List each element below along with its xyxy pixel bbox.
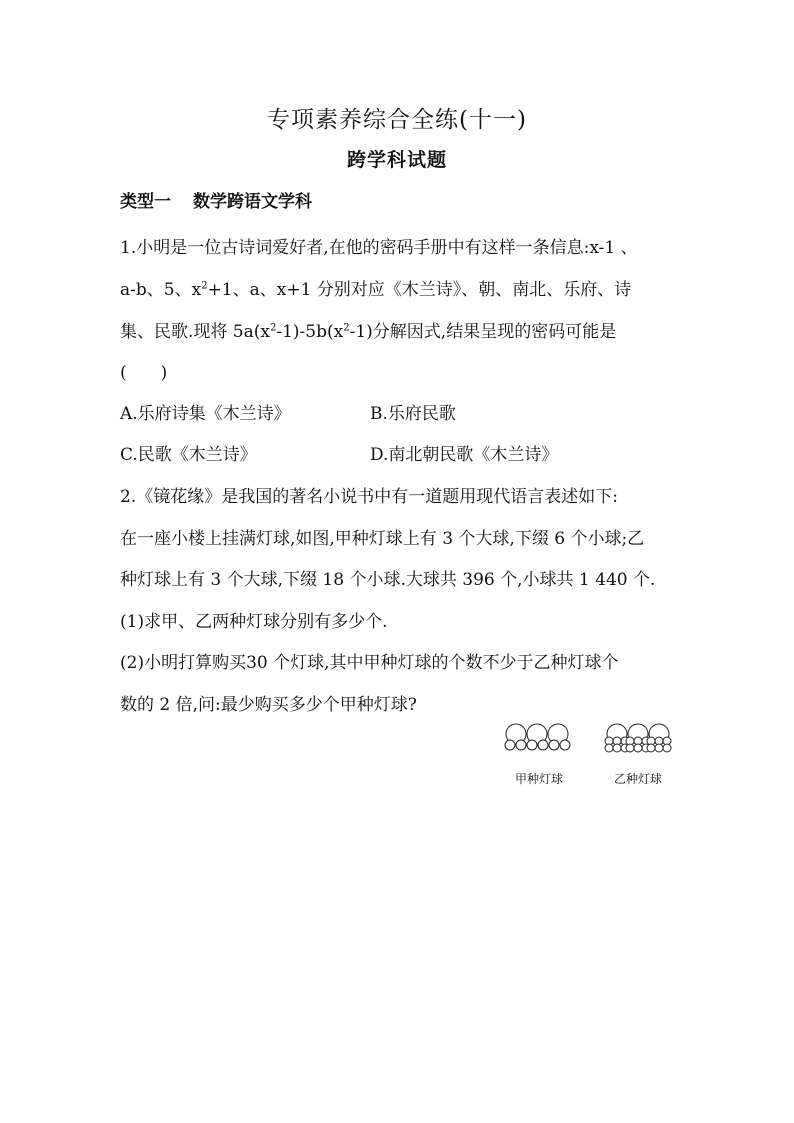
q1-line-1: 1.小明是一位古诗词爱好者,在他的密码手册中有这样一条信息:x-1 、 bbox=[120, 238, 638, 258]
q1-sup: 2 bbox=[343, 322, 350, 334]
q2-part-2-line-2: 数的 2 倍,问:最少购买多少个甲种灯球? bbox=[120, 695, 417, 715]
q1-sup: 2 bbox=[269, 322, 277, 334]
option-c: C.民歌《木兰诗》 bbox=[120, 445, 257, 465]
q1-sup: 2 bbox=[201, 280, 208, 292]
q2-line-3: 种灯球上有 3 个大球,下缀 18 个小球.大球共 396 个,小球共 1 440 个. bbox=[120, 570, 656, 590]
section-label: 类型一 bbox=[120, 192, 171, 212]
lantern-figure bbox=[500, 715, 680, 795]
lantern-diagram bbox=[500, 715, 680, 765]
lantern-label-a: 甲种灯球 bbox=[515, 772, 564, 786]
q1-line-3 bbox=[120, 317, 616, 342]
q1-line-2-a: a-b、5、x bbox=[120, 280, 202, 300]
q1-line-2-b: +1、a、x+1 分别对应《木兰诗》、朝、南北、乐府、诗 bbox=[207, 280, 632, 300]
q1-line-3-c: -1)分解因式,结果呈现的密码可能是 bbox=[349, 322, 617, 342]
q2-line-2: 在一座小楼上挂满灯球,如图,甲种灯球上有 3 个大球,下缀 6 个小球;乙 bbox=[120, 529, 645, 549]
answer-bracket: ( ) bbox=[120, 363, 168, 383]
option-a: A.乐府诗集《木兰诗》 bbox=[120, 404, 291, 424]
page-subtitle: 跨学科试题 bbox=[346, 149, 447, 171]
page-title: 专项素养综合全练(十一) bbox=[267, 107, 527, 133]
q1-line-2 bbox=[120, 275, 631, 300]
section-name: 数学跨语文学科 bbox=[193, 192, 312, 212]
q2-line-1: 2.《镜花缘》是我国的著名小说书中有一道题用现代语言表述如下: bbox=[120, 487, 618, 507]
lantern-label-b: 乙种灯球 bbox=[614, 772, 663, 786]
q2-part-2-line-1: (2)小明打算购买30 个灯球,其中甲种灯球的个数不少于乙种灯球个 bbox=[120, 653, 619, 673]
q1-line-3-a: 集、民歌.现将 5a(x bbox=[120, 322, 270, 342]
option-b: B.乐府民歌 bbox=[370, 404, 456, 424]
section-heading bbox=[120, 187, 312, 212]
option-d: D.南北朝民歌《木兰诗》 bbox=[370, 445, 559, 465]
lantern-type-b-icon bbox=[605, 724, 671, 752]
q1-line-3-b: -1)-5b(x bbox=[276, 322, 344, 342]
q2-part-1: (1)求甲、乙两种灯球分别有多少个. bbox=[120, 612, 388, 632]
lantern-type-a-icon bbox=[505, 724, 570, 750]
